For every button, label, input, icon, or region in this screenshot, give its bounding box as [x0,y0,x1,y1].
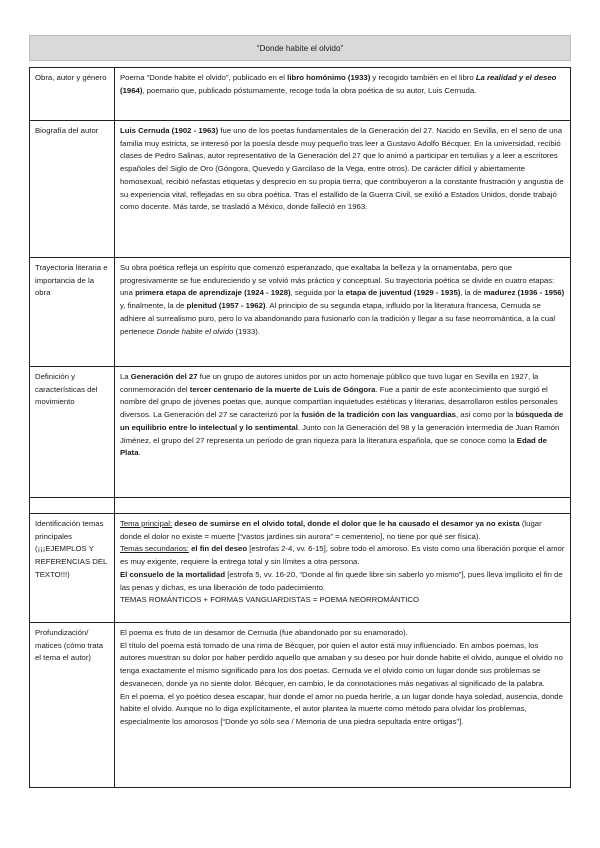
table-row [30,514,571,623]
table-row [30,623,571,788]
table-row [30,258,571,367]
paragraph: Tema principal: deseo de sumirse en el olvido total, donde el dolor que le ha causado el desamor ya no exista (lugar donde el dolor no existe = muerte [“vastos jardines sin aurora” = cementerio], no tiene por qué ser física). [120,519,542,541]
row-label: Obra, autor y género [30,68,115,121]
row-label: Biografía del autor [30,121,115,258]
row-label: Trayectoria literaria e importancia de la obra [30,258,115,367]
row-label: Profundización/ matices (cómo trata el tema el autor) [30,623,115,788]
table-row [30,367,571,498]
page-title: “Donde habite el olvido” [29,35,571,61]
row-content [115,258,571,367]
row-label: Identificación temas principales (¡¡¡EJEMPLOS Y REFERENCIAS DEL TEXTO!!!) [30,514,115,623]
paragraph: En el poema, el yo poético desea escapar, huir donde el amor no pueda herirle, a un lugar donde haya soledad, ausencia, donde habite el olvido. Aunque no lo diga explícitamente, el autor plantea la muerte como método para olvidar los problemas, especialmente los amorosos [“Donde yo sólo sea / Memoria de una piedra sepultada entre ortigas”]. [120,691,563,726]
table-row [30,68,571,121]
paragraph: El poema es fruto de un desamor de Cernuda (fue abandonado por su enamorado). [120,628,408,637]
literary-analysis-table [29,67,571,788]
paragraph: Luis Cernuda (1902 - 1963) fue uno de los poetas fundamentales de la Generación del 27. Nacido en Sevilla, en el seno de una familia muy estricta, se interesó por la poesía desde muy pequeño tras leer a Gustavo Adolfo Bécquer. En la universidad, recibió clases de Pedro Salinas, autor representativo de la Generación del 27 que lo animó a participar en tertulias y a leer a escritores españoles del Siglo de Oro (Góngora, Quevedo y Garcilaso de la Vega, entre otros). De carácter difícil y abiertamente homosexual, recibió nefastas etiquetas y desprecio en su propia tierra, que contribuyeron a la constante frustración y angustia de su experiencia vital, reflejadas en su obra poética. Tras el estallido de la Guerra Civil, se exilió a Estados Unidos, donde trabajó como docente. Más tarde, se trasladó a México, donde falleció en 1963. [120,126,564,212]
paragraph: Poema “Donde habite el olvido”, publicado en el libro homónimo (1933) y recogido también en el libro La realidad y el deseo (1964), poemario que, publicado póstumamente, recoge toda la obra poética de su autor, Luis Cernuda. [120,73,557,95]
paragraph: La Generación del 27 fue un grupo de autores unidos por un acto homenaje público que tuvo lugar en Sevilla en 1927, la conmemoración del tercer centenario de la muerte de Luis de Góngora. Fue a partir de este acontecimiento que surgió el nombre del grupo de jóvenes poetas que, aunque compartían inquietudes estéticas y literarias, desarrollaron estilos personales diversos. La Generación del 27 se caracterizó por la fusión de la tradición con las vanguardias, así como por la búsqueda de un equilibrio entre lo intelectual y lo sentimental. Junto con la Generación del 98 y la generación intermedia de Juan Ramón Jiménez, el grupo del 27 representa un período de gran riqueza para la literatura española, que se conoce como la Edad de Plata. [120,372,564,458]
table-row [30,121,571,258]
row-content [115,121,571,258]
row-content [115,514,571,623]
row-spacer [30,498,571,514]
paragraph: Su obra poética refleja un espíritu que comenzó esperanzado, que exaltaba la belleza y la ornamentaba, pero que progresivamente se fue endureciendo y se volvió más práctico y conceptual. Su trayectoria poética se divide en cuatro etapas: una primera etapa de aprendizaje (1924 - 1928), seguida por la etapa de juventud (1929 - 1935), la de madurez (1936 - 1956) y, finalmente, la de plenitud (1957 - 1962). Al principio de su segunda etapa, influido por la literatura francesa, Cernuda se adhiere al surrealismo puro, pero lo va abandonando para fusionarlo con la tradición y llegar a su fase neorromántica, a la cual pertenece Donde habite el olvido (1933). [120,263,565,336]
row-content [115,623,571,788]
spacer-cell [30,498,115,514]
paragraph: El consuelo de la mortalidad [estrofa 5, vv. 16-20, “Donde al fin quede libre sin saberlo yo mismo”], pues lleva implícito el fin de las penas y dichas, es una liberación de todo padecimiento. [120,569,563,592]
row-content [115,68,571,121]
paragraph: El título del poema está tomado de una rima de Bécquer, por quien el autor está muy influenciado. En ambos poemas, los autores muestran su dolor por haber perdido aquello que amaban y su deseo por huir donde habite el olvido, aunque el olvido no tenga exactamente el mismo significado para los dos poetas. Cernuda ve el olvido como un lugar donde sus problemas se desvanecen, donde ya no siente dolor. Bécquer, en cambio, le da connotaciones más negativas al significado de la palabra. [120,640,563,688]
row-content [115,367,571,498]
paragraph: Temas secundarios: el fin del deseo [estrofas 2-4, vv. 6-15], sobre todo el amoroso. Es visto como una liberación porque el amor es muy exigente, requiere la entrega total y sin límites a otra persona. [120,544,565,567]
paragraph: TEMAS ROMÁNTICOS + FORMAS VANGUARDISTAS = POEMA NEORROMÁNTICO [120,595,419,605]
row-label: Definición y características del movimiento [30,367,115,498]
spacer-cell [115,498,571,514]
